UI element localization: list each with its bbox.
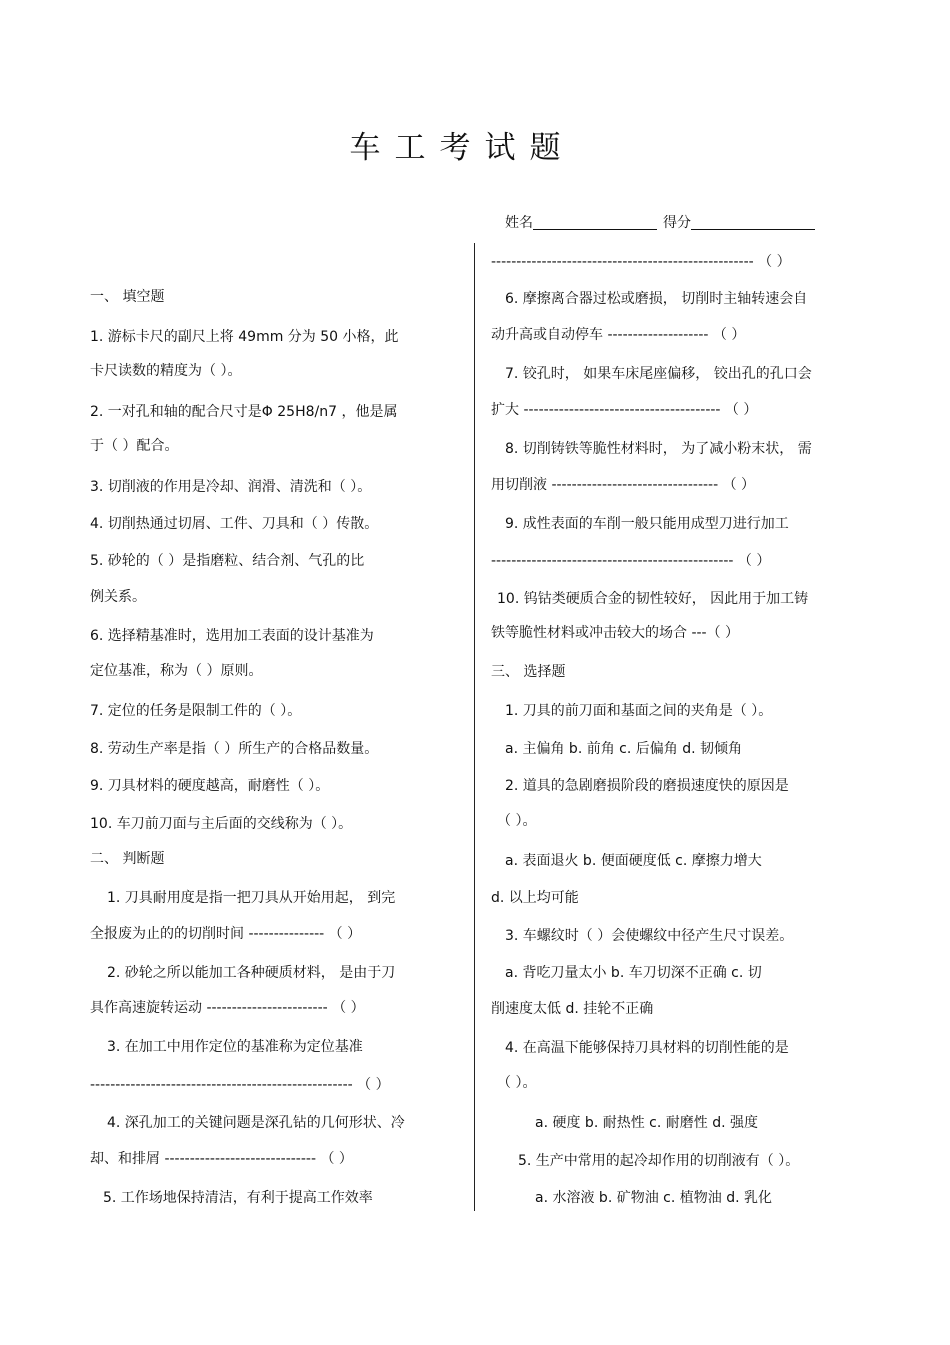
text-line: ---------------------------------------------------- （ ）: [90, 1077, 390, 1093]
text-line: 1. 刀具的前刀面和基面之间的夹角是（ ）。: [505, 703, 773, 719]
text-line: 铁等脆性材料或冲击较大的场合 ---（ ）: [491, 625, 740, 641]
text-line: 例关系。: [90, 589, 146, 605]
name-blank: [533, 213, 657, 230]
text-line: 6. 选择精基准时，选用加工表面的设计基准为: [90, 628, 374, 644]
text-line: 2. 道具的急剧磨损阶段的磨损速度快的原因是: [505, 778, 789, 794]
text-line: 1. 游标卡尺的副尺上将 49mm 分为 50 小格，此: [90, 329, 399, 345]
text-line: 10. 车刀前刀面与主后面的交线称为（ ）。: [90, 816, 353, 832]
text-line: 定位基准，称为（ ）原则。: [90, 663, 263, 679]
score-label: 得分: [663, 215, 691, 231]
text-line: 9. 刀具材料的硬度越高，耐磨性（ ）。: [90, 778, 330, 794]
text-line: 卡尺读数的精度为（ ）。: [90, 363, 242, 379]
text-line: 2. 砂轮之所以能加工各种硬质材料， 是由于刀: [107, 965, 396, 981]
text-line: 却、和排屑 ------------------------------ （ ）: [90, 1151, 353, 1167]
text-line: 5. 砂轮的（ ）是指磨粒、结合剂、气孔的比: [90, 553, 365, 569]
text-line: 具作高速旋转运动 ------------------------ （ ）: [90, 1000, 365, 1016]
text-line: 9. 成性表面的车削一般只能用成型刀进行加工: [505, 516, 789, 532]
text-line: 于（ ）配合。: [90, 438, 179, 454]
name-score-row: [505, 212, 815, 232]
text-line: 8. 劳动生产率是指（ ）所生产的合格品数量。: [90, 741, 379, 757]
text-line: a. 背吃刀量太小 b. 车刀切深不正确 c. 切: [505, 965, 762, 981]
text-line: 削速度太低 d. 挂轮不正确: [491, 1001, 654, 1017]
text-line: 4. 在高温下能够保持刀具材料的切削性能的是: [505, 1040, 789, 1056]
text-line: ------------------------------------------------ （ ）: [491, 553, 771, 569]
text-line: （ ）。: [497, 813, 537, 829]
text-line: （ ）。: [497, 1075, 537, 1091]
text-line: 3. 车螺纹时（ ）会使螺纹中径产生尺寸误差。: [505, 928, 794, 944]
text-line: 6. 摩擦离合器过松或磨损， 切削时主轴转速会自: [505, 291, 808, 307]
text-line: 动升高或自动停车 -------------------- （ ）: [491, 327, 746, 343]
text-line: 全报废为止的的切削时间 --------------- （ ）: [90, 926, 362, 942]
text-line: 1. 刀具耐用度是指一把刀具从开始用起， 到完: [107, 890, 396, 906]
text-line: a. 主偏角 b. 前角 c. 后偏角 d. 韧倾角: [505, 741, 743, 757]
text-line: 一、 填空题: [90, 289, 165, 305]
text-line: 扩大 --------------------------------------- （ ）: [491, 402, 758, 418]
text-line: a. 水溶液 b. 矿物油 c. 植物油 d. 乳化: [535, 1190, 773, 1206]
name-label: 姓名: [505, 215, 533, 231]
text-line: 4. 切削热通过切屑、工件、刀具和（ ）传散。: [90, 516, 379, 532]
text-line: 三、 选择题: [491, 664, 566, 680]
text-line: 5. 工作场地保持清洁，有利于提高工作效率: [103, 1190, 373, 1206]
text-line: 3. 在加工中用作定位的基准称为定位基准: [107, 1039, 363, 1055]
text-line: 7. 定位的任务是限制工件的（ ）。: [90, 703, 302, 719]
text-line: ---------------------------------------------------- （ ）: [491, 254, 791, 270]
page-title: 车工考试题: [349, 130, 575, 166]
text-line: a. 硬度 b. 耐热性 c. 耐磨性 d. 强度: [535, 1115, 759, 1131]
text-line: 3. 切削液的作用是冷却、润滑、清洗和（ ）。: [90, 479, 372, 495]
text-line: 7. 铰孔时， 如果车床尾座偏移， 铰出孔的孔口会: [505, 366, 812, 382]
text-line: 二、 判断题: [90, 851, 165, 867]
text-line: 8. 切削铸铁等脆性材料时， 为了减小粉末状， 需: [505, 441, 812, 457]
text-line: a. 表面退火 b. 便面硬度低 c. 摩擦力增大: [505, 853, 762, 869]
text-line: 4. 深孔加工的关键问题是深孔钻的几何形状、冷: [107, 1115, 405, 1131]
score-blank: [691, 213, 815, 230]
text-line: 2. 一对孔和轴的配合尺寸是Φ 25H8/n7 ，他是属: [90, 404, 398, 420]
text-line: 10. 钨钴类硬质合金的韧性较好， 因此用于加工铸: [497, 591, 809, 607]
text-line: d. 以上均可能: [491, 890, 579, 906]
text-line: 5. 生产中常用的起冷却作用的切削液有（ ）。: [518, 1153, 800, 1169]
text-line: 用切削液 --------------------------------- （ ）: [491, 477, 756, 493]
column-divider: [474, 243, 475, 1211]
